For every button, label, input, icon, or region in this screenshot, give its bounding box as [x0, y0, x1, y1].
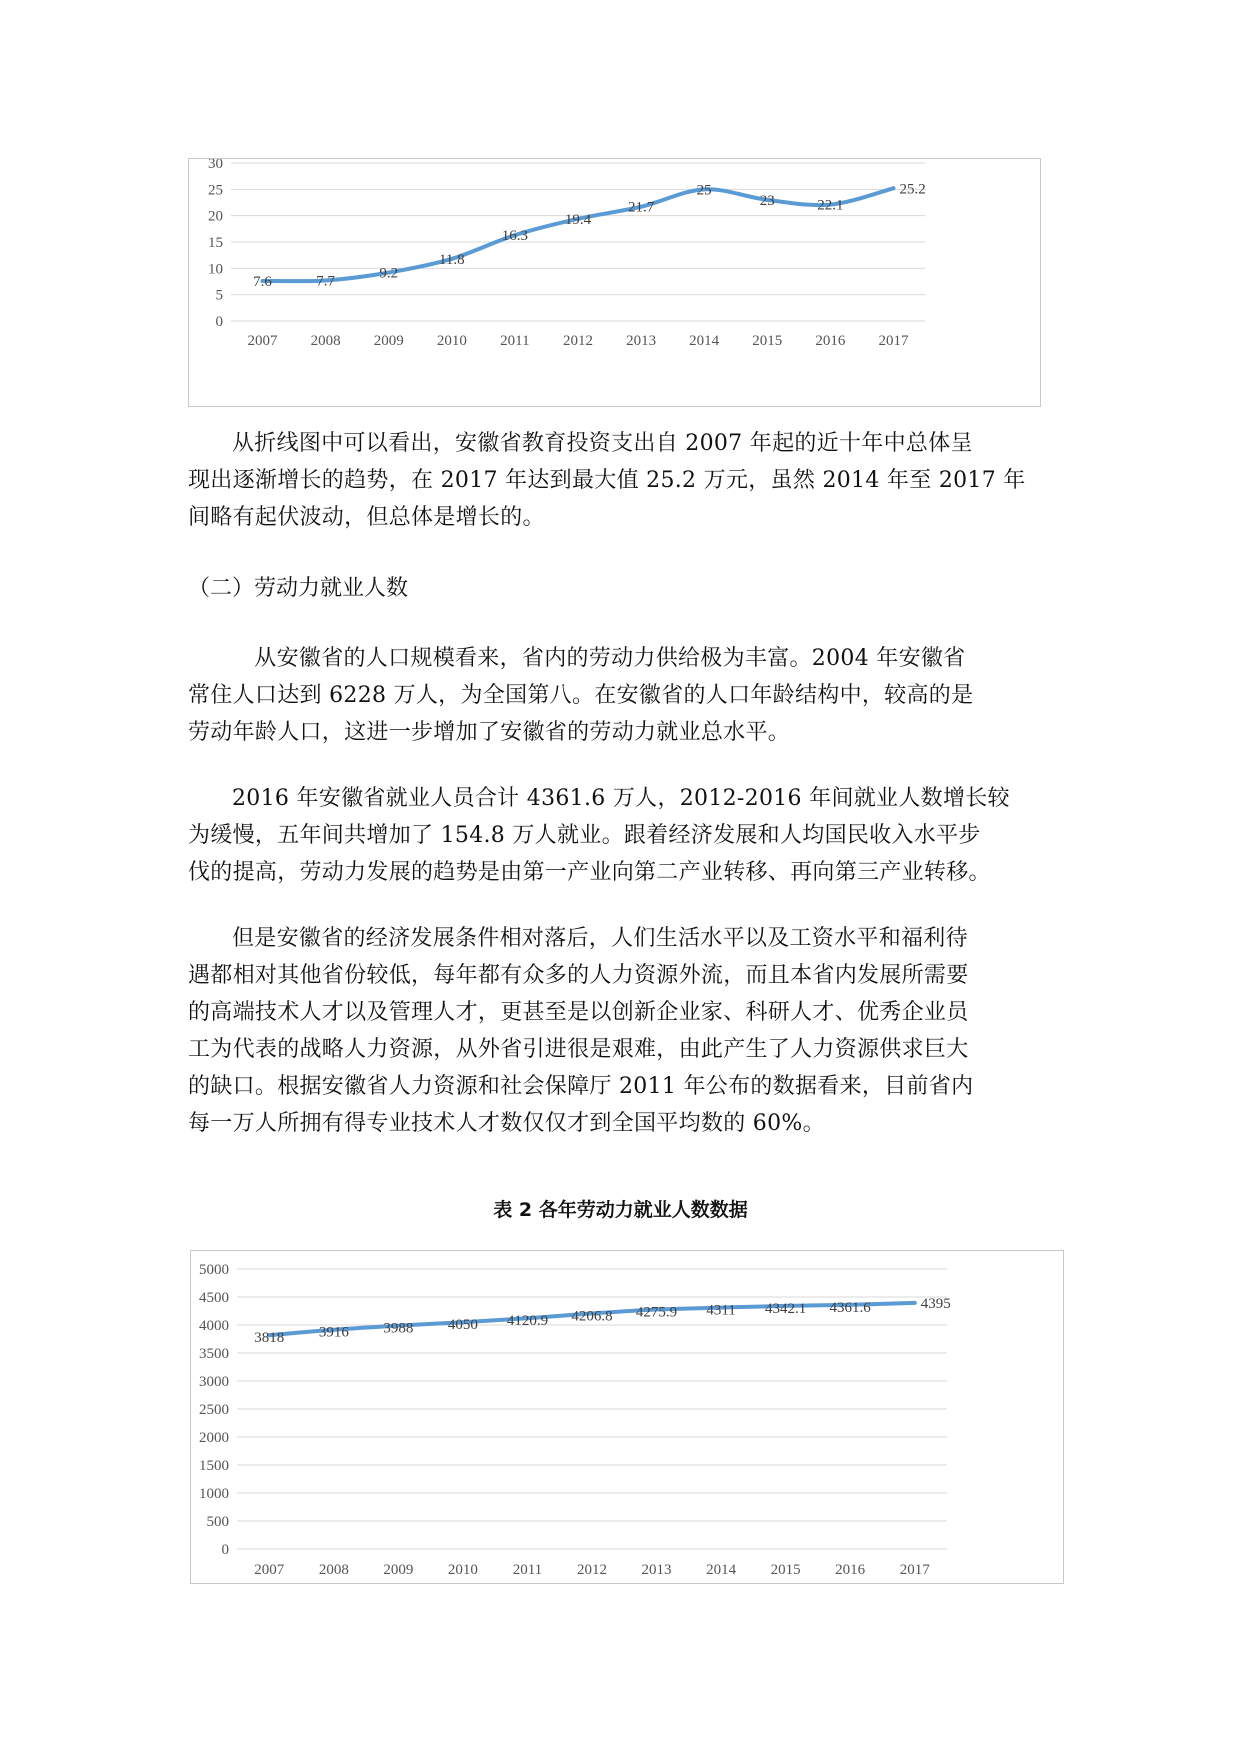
data-label: 25.2 — [899, 181, 926, 198]
y-tick-label: 2500 — [199, 1402, 229, 1418]
table-caption: 表 2 各年劳动力就业人数数据 — [493, 1199, 748, 1221]
x-tick-label: 2011 — [512, 1562, 543, 1578]
education-investment-chart-svg — [189, 159, 1040, 406]
paragraph-line: 为缓慢，五年间共增加了 154.8 万人就业。跟着经济发展和人均国民收入水平步 — [188, 823, 981, 848]
paragraph-line: 2016 年安徽省就业人员合计 4361.6 万人，2012-2016 年间就业人数增长较 — [232, 786, 1010, 811]
paragraph-line: 的高端技术人才以及管理人才，更甚至是以创新企业家、科研人才、优秀企业员 — [188, 1000, 969, 1025]
x-tick-label: 2007 — [254, 1562, 285, 1578]
y-tick-label: 25 — [208, 182, 223, 199]
y-tick-label: 3500 — [199, 1346, 229, 1362]
paragraph-line: 间略有起伏波动，但总体是增长的。 — [188, 505, 545, 530]
x-tick-label: 2013 — [641, 1562, 672, 1578]
employment-chart — [190, 1250, 1064, 1584]
x-tick-label: 2017 — [878, 333, 909, 349]
paragraph-line: 常住人口达到 6228 万人，为全国第八。在安徽省的人口年龄结构中，较高的是 — [188, 683, 974, 708]
paragraph-education-summary — [188, 425, 1058, 536]
data-label: 19.4 — [564, 211, 592, 228]
x-tick-label: 2011 — [500, 333, 530, 349]
x-tick-label: 2017 — [899, 1562, 930, 1578]
y-tick-label: 3000 — [199, 1374, 229, 1390]
data-label: 7.6 — [253, 273, 272, 290]
employment-chart-svg — [191, 1251, 1063, 1583]
data-label: 25 — [696, 182, 712, 199]
data-label: 9.2 — [379, 265, 399, 282]
y-tick-label: 5 — [215, 287, 223, 304]
education-investment-chart — [188, 158, 1041, 407]
paragraph-population — [188, 640, 1058, 751]
data-label: 23 — [759, 192, 775, 209]
x-tick-label: 2012 — [563, 333, 593, 349]
paragraph-line: 工为代表的战略人力资源，从外省引进很是艰难，由此产生了人力资源供求巨大 — [188, 1037, 969, 1062]
series-line — [263, 188, 894, 281]
y-tick-label: 30 — [208, 159, 223, 172]
y-tick-label: 0 — [221, 1542, 229, 1558]
paragraph-line: 从安徽省的人口规模看来，省内的劳动力供给极为丰富。2004 年安徽省 — [232, 646, 966, 671]
data-label: 21.7 — [627, 199, 655, 216]
data-label: 3916 — [318, 1324, 349, 1341]
x-tick-label: 2008 — [310, 333, 341, 349]
data-label: 22.1 — [817, 197, 844, 214]
x-tick-label: 2009 — [373, 333, 404, 349]
x-tick-label: 2015 — [752, 333, 783, 349]
y-tick-label: 1500 — [199, 1458, 229, 1474]
x-tick-label: 2016 — [835, 1562, 866, 1578]
data-label: 4342.1 — [765, 1300, 807, 1317]
data-label: 4361.6 — [829, 1299, 871, 1316]
y-tick-label: 15 — [208, 235, 223, 251]
x-tick-label: 2016 — [815, 333, 846, 349]
paragraph-line: 但是安徽省的经济发展条件相对落后，人们生活水平以及工资水平和福利待 — [232, 926, 968, 951]
x-tick-label: 2010 — [447, 1562, 478, 1578]
x-tick-label: 2015 — [770, 1562, 801, 1578]
y-tick-label: 10 — [208, 261, 223, 278]
data-label: 4395 — [920, 1295, 951, 1312]
data-label: 16.3 — [501, 228, 529, 245]
x-tick-label: 2013 — [626, 333, 657, 349]
data-label: 4050 — [447, 1317, 478, 1334]
x-tick-label: 2010 — [436, 333, 467, 349]
paragraph-line: 伐的提高，劳动力发展的趋势是由第一产业向第二产业转移、再向第三产业转移。 — [188, 860, 991, 885]
data-label: 3988 — [383, 1320, 414, 1337]
data-point — [891, 186, 895, 190]
x-tick-label: 2008 — [318, 1562, 349, 1578]
x-tick-label: 2009 — [383, 1562, 414, 1578]
data-label: 4311 — [706, 1302, 736, 1319]
paragraph-line: 的缺口。根据安徽省人力资源和社会保障厅 2011 年公布的数据看来，目前省内 — [188, 1074, 974, 1099]
y-tick-label: 2000 — [199, 1430, 229, 1446]
y-tick-label: 5000 — [199, 1262, 229, 1278]
data-label: 4206.8 — [571, 1308, 613, 1325]
paragraph-talent-gap — [188, 920, 1058, 1142]
y-tick-label: 4000 — [199, 1318, 229, 1334]
paragraph-line: 每一万人所拥有得专业技术人才数仅仅才到全国平均数的 60%。 — [188, 1111, 825, 1136]
paragraph-line: 现出逐渐增长的趋势，在 2017 年达到最大值 25.2 万元，虽然 2014 年至 2017 年 — [188, 468, 1026, 493]
data-label: 4120.9 — [506, 1313, 549, 1330]
paragraph-line: 从折线图中可以看出，安徽省教育投资支出自 2007 年起的近十年中总体呈 — [232, 431, 973, 456]
y-tick-label: 1000 — [199, 1486, 229, 1502]
data-label: 11.8 — [438, 251, 465, 268]
y-tick-label: 20 — [208, 208, 223, 225]
x-tick-label: 2014 — [689, 333, 720, 349]
paragraph-employment — [188, 780, 1058, 891]
data-point — [913, 1301, 917, 1305]
y-tick-label: 0 — [215, 314, 223, 330]
y-tick-label: 4500 — [199, 1290, 229, 1306]
x-tick-label: 2007 — [247, 333, 278, 349]
y-tick-label: 500 — [206, 1514, 229, 1530]
paragraph-line: 劳动年龄人口，这进一步增加了安徽省的劳动力就业总水平。 — [188, 720, 791, 745]
paragraph-line: 遇都相对其他省份较低，每年都有众多的人力资源外流，而且本省内发展所需要 — [188, 963, 969, 988]
data-label: 4275.9 — [635, 1304, 678, 1321]
x-tick-label: 2014 — [706, 1562, 737, 1578]
x-tick-label: 2012 — [577, 1562, 607, 1578]
section-heading: （二）劳动力就业人数 — [188, 576, 409, 601]
data-label: 3818 — [254, 1330, 285, 1347]
data-label: 7.7 — [316, 273, 336, 290]
